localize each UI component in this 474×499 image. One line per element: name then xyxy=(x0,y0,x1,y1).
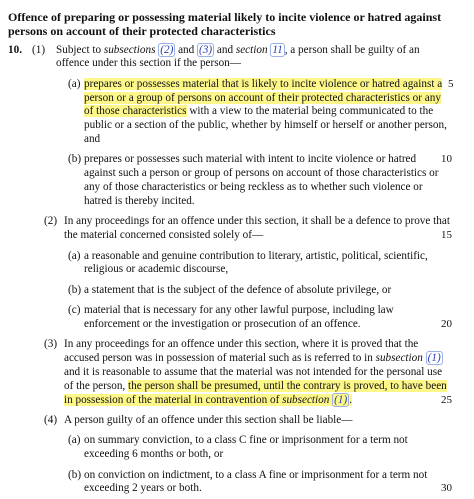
highlighted-text: of those characteristics xyxy=(84,105,187,118)
subsection-3-link[interactable]: (3) xyxy=(199,43,213,56)
item-2b-line-1: a statement that is the subject of the defence of absolute privilege, or xyxy=(84,283,392,296)
subsection-4-line-1: A person guilty of an offence under this section shall be liable— xyxy=(64,414,353,427)
highlighted-text: in possession of the material in contravention of xyxy=(64,393,283,406)
section-word: section xyxy=(235,43,268,56)
item-2c-line-2: enforcement or the investigation or prosecution of an offence. xyxy=(84,317,361,330)
text: accused person was in possession of material such as is referred to in xyxy=(64,352,376,365)
text: and xyxy=(214,43,236,56)
item-a-line-1 xyxy=(84,77,442,91)
item-b-label: (b) xyxy=(68,153,82,166)
item-a-line-5: and xyxy=(84,133,101,146)
subsection-1-label: (1) xyxy=(32,43,46,56)
item-a-line-4: public or a section of the public, whether by himself or herself or another person, xyxy=(84,119,447,132)
subsection-2-line-1: In any proceedings for an offence under this section, it shall be a defence to prove that xyxy=(64,215,450,228)
text: with a view to the material being communicated to the xyxy=(186,105,434,118)
subsection-3-label: (3) xyxy=(44,338,58,351)
item-4a-line-1: on summary conviction, to a class C fine or imprisonment for a term not xyxy=(84,434,408,447)
item-2a-line-1: a reasonable and genuine contribution to literary, artistic, political, scientific, xyxy=(84,249,428,262)
subsection-word: subsection xyxy=(375,352,423,365)
item-4a-line-2: exceeding 6 months or both, or xyxy=(84,448,224,461)
subsection-1-link[interactable]: (1) xyxy=(427,352,441,365)
line-number: 10 xyxy=(441,153,452,166)
subsection-3-line-3: and it is reasonable to assume that the material was not intended for the personal use xyxy=(64,366,443,378)
subsection-3-line-2 xyxy=(64,351,443,365)
subsection-3-line-1: In any proceedings for an offence under this section, where it is proved that the xyxy=(64,338,419,351)
highlighted-text: the person shall be presumed, until the contrary is proved, to have been xyxy=(128,379,447,392)
line-number: 5 xyxy=(448,77,454,90)
text: Subject to xyxy=(56,43,104,56)
line-number: 15 xyxy=(441,229,452,242)
subsection-4-label: (4) xyxy=(44,414,58,427)
item-2a-label: (a) xyxy=(68,249,81,262)
subsection-1-link[interactable]: (1) xyxy=(334,393,348,406)
subsection-3-line-5 xyxy=(64,393,352,407)
item-b-line-3: any of those characteristics or being reckless as to whether such violence or xyxy=(84,181,423,194)
subsection-2-link[interactable]: (2) xyxy=(160,43,174,56)
item-b-line-1: prepares or possesses such material with intent to incite violence or hatred xyxy=(84,153,417,166)
item-a-line-3 xyxy=(84,104,433,118)
text: of the person, xyxy=(64,379,129,392)
line-number: 20 xyxy=(441,317,452,330)
subsection-1-line-2: offence under this section if the person— xyxy=(56,57,241,70)
item-2c-line-1: material that is necessary for any other lawful purpose, including law xyxy=(84,304,394,317)
item-a-label: (a) xyxy=(68,77,81,90)
text: . xyxy=(349,393,352,406)
item-4b-label: (b) xyxy=(68,468,82,481)
subsection-3-line-4 xyxy=(64,379,447,393)
section-11-link[interactable]: 11 xyxy=(272,43,283,56)
section-number: 10. xyxy=(8,43,22,56)
subsections-word: subsections xyxy=(103,43,156,56)
section-heading: Offence of preparing or possessing material likely to incite violence or hatred against persons on account of their protected characteristics xyxy=(8,10,442,38)
line-number: 30 xyxy=(441,482,452,495)
item-2c-label: (c) xyxy=(68,304,81,317)
subsection-1-line-1 xyxy=(56,43,420,57)
line-number: 25 xyxy=(441,393,452,406)
subsection-2-label: (2) xyxy=(44,215,58,228)
highlighted-text: person or a group of persons on account of their protected characteristics or any xyxy=(84,91,441,104)
text: and xyxy=(175,43,198,56)
subsection-word: subsection xyxy=(282,393,330,406)
item-b-line-2: against such a person or group of persons on account of those characteristics or xyxy=(84,167,439,180)
item-2b-label: (b) xyxy=(68,283,82,296)
item-4a-label: (a) xyxy=(68,434,81,447)
item-4b-line-1: on conviction on indictment, to a class A fine or imprisonment for a term not xyxy=(84,468,428,481)
highlighted-text: prepares or possesses material that is likely to incite violence or hatred against a xyxy=(84,77,443,90)
item-2a-line-2: religious or academic discourse, xyxy=(84,263,229,276)
text: , a person shall be guilty of an xyxy=(284,43,420,56)
item-a-line-2 xyxy=(84,91,441,105)
item-b-line-4: hatred is thereby incited. xyxy=(84,195,195,208)
subsection-2-line-2: the material concerned consisted solely of— xyxy=(64,229,264,242)
item-4b-line-2: exceeding 2 years or both. xyxy=(84,482,202,495)
